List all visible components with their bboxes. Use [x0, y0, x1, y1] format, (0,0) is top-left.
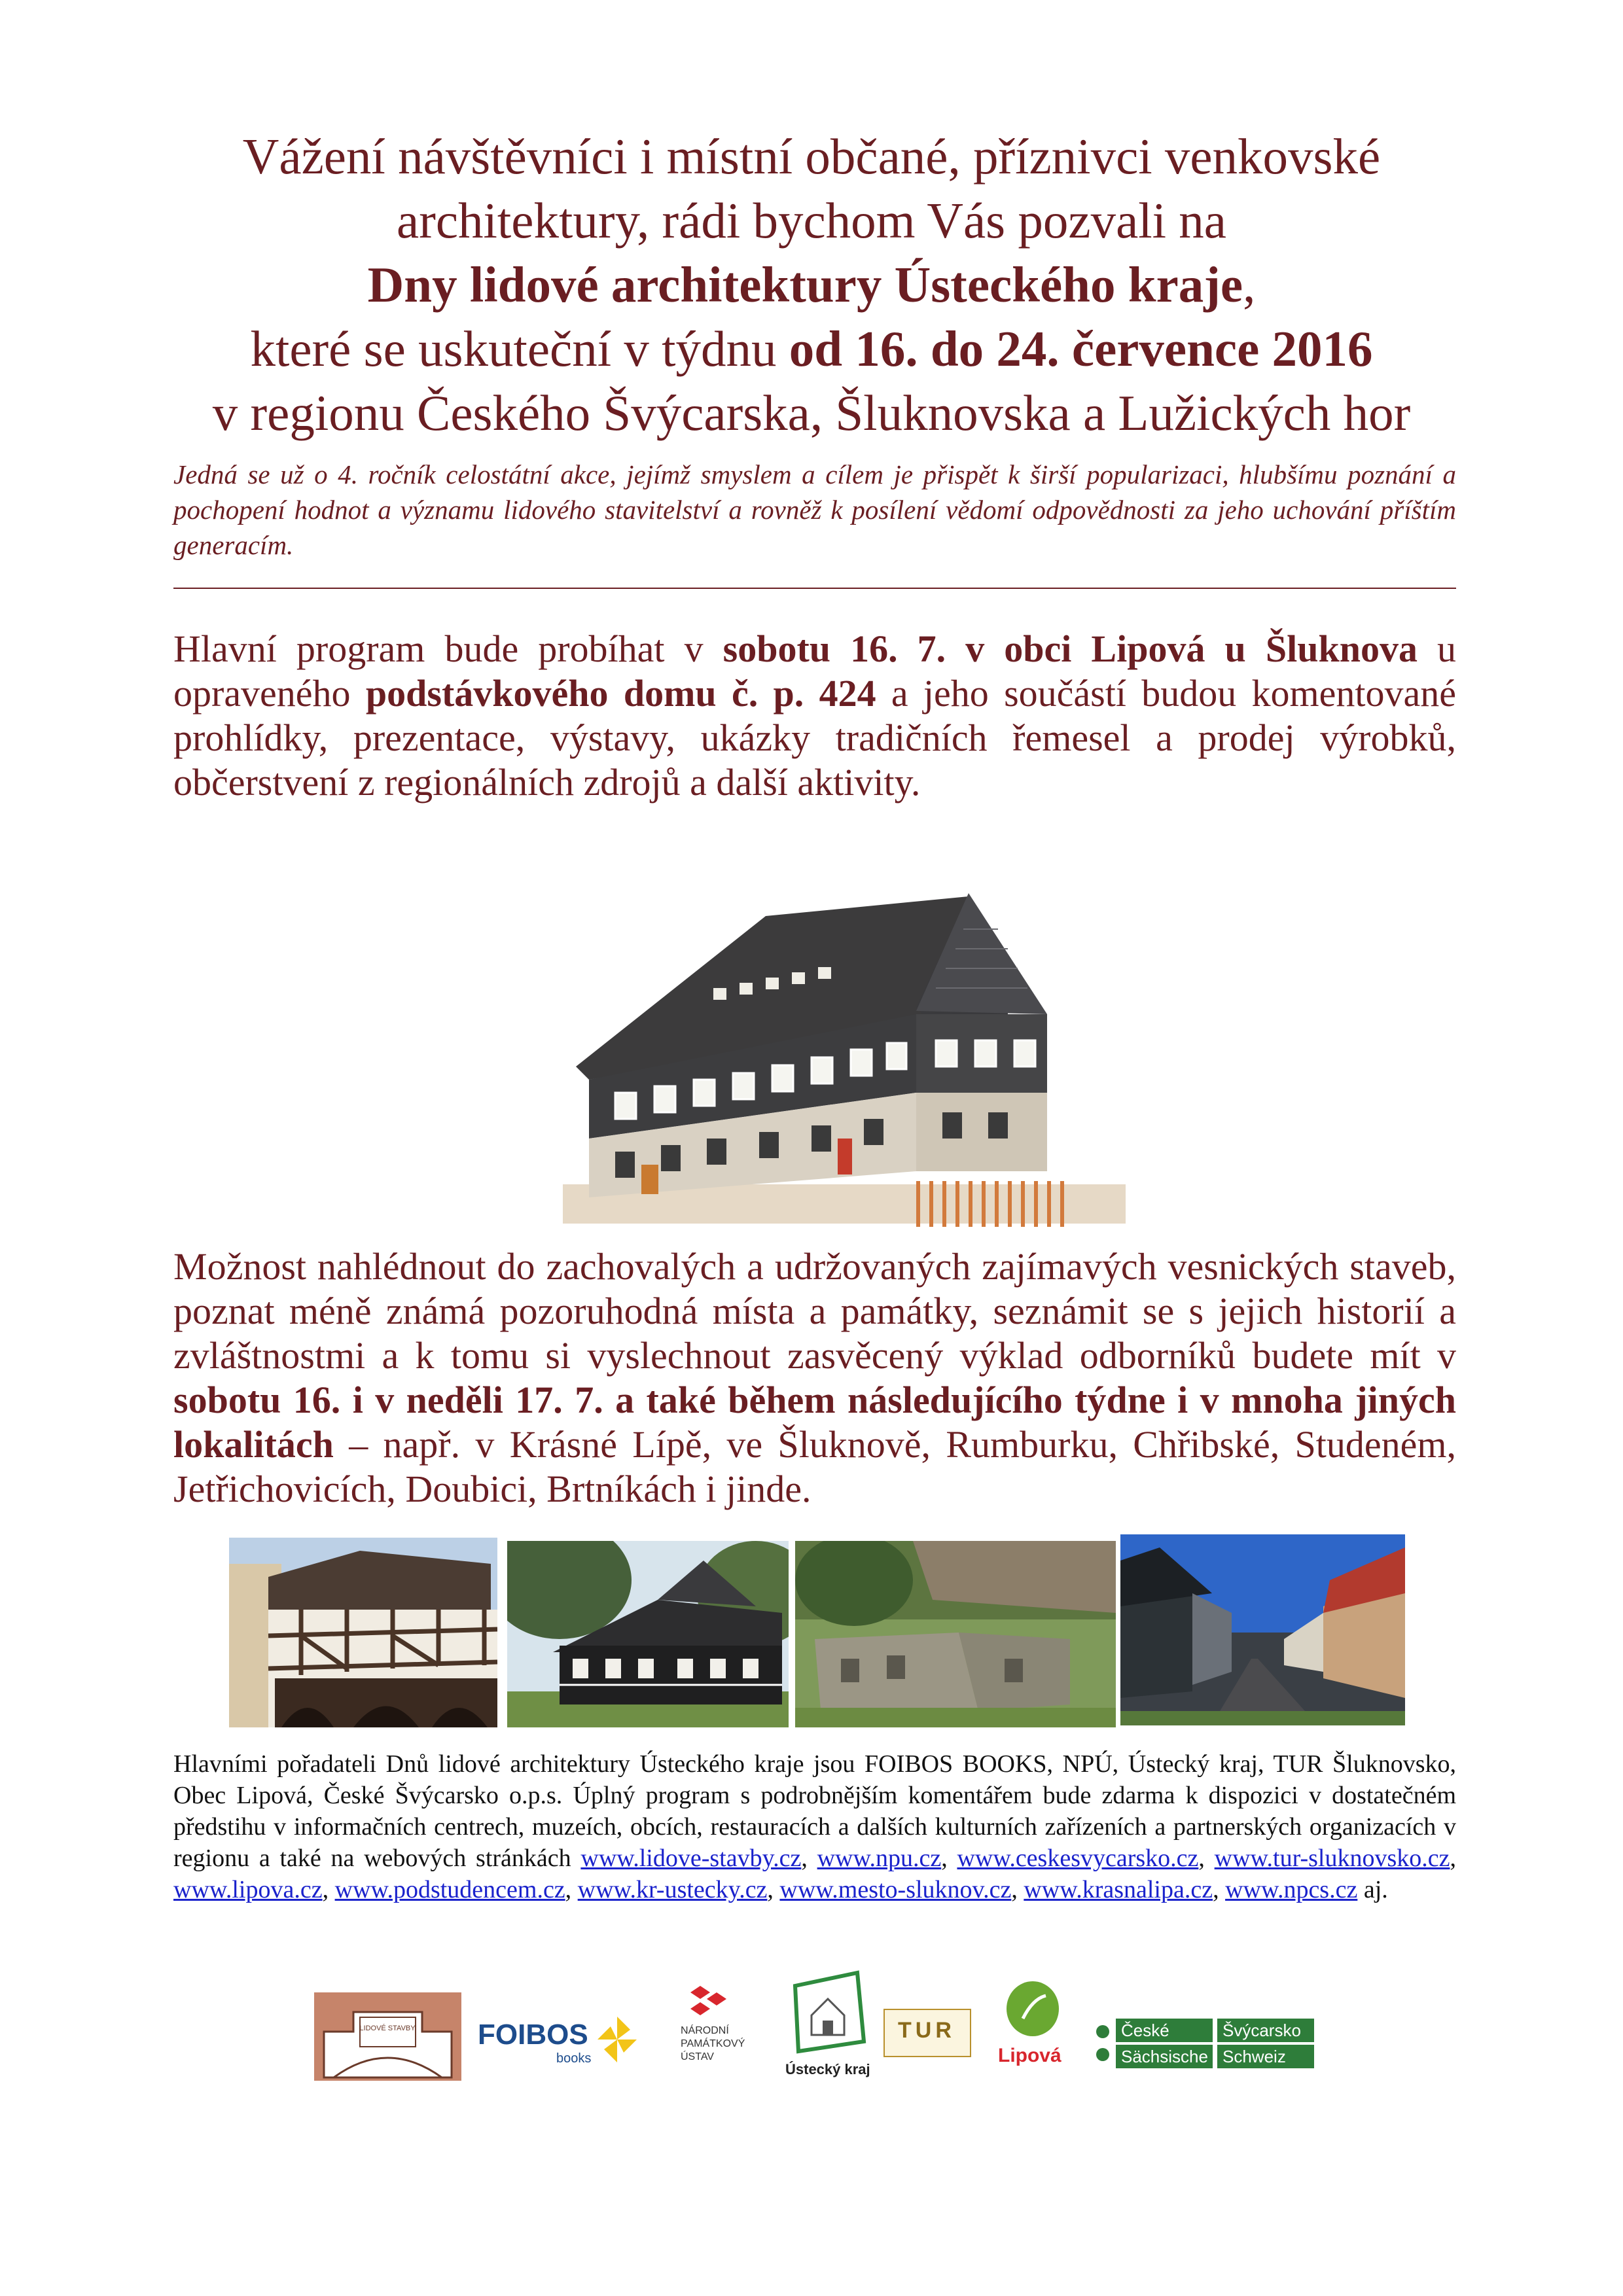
link-npcs[interactable]: www.npcs.cz	[1225, 1876, 1358, 1903]
header-line-5: v regionu Českého Švýcarska, Šluknovska a Lužických hor	[212, 385, 1411, 441]
link-separator: ,	[1011, 1876, 1024, 1903]
cs-dot-icon	[1096, 2025, 1109, 2038]
opportunity-text-1: Možnost nahlédnout do zachovalých a udržovaných zajímavých vesnických staveb, poznat méně známá pozoruhodná místa a památky, seznámit se s jejich historií a zvláštnostmi a k tomu si vyslechnout zasvěcený výklad odborníků budete mít v	[173, 1245, 1456, 1377]
npu-logo-line-2: PAMÁTKOVÝ	[681, 2038, 745, 2049]
link-lipova[interactable]: www.lipova.cz	[173, 1876, 323, 1903]
tur-logo	[883, 2009, 971, 2057]
link-npu[interactable]: www.npu.cz	[817, 1845, 942, 1872]
event-dates: od 16. do 24. července 2016	[789, 321, 1373, 377]
cs-logo-cell-2: Švýcarsko	[1217, 2019, 1314, 2042]
ceske-svycarsko-logo	[1096, 2019, 1319, 2071]
link-tur-sluknovsko[interactable]: www.tur-sluknovsko.cz	[1214, 1845, 1450, 1872]
program-text-2: u opraveného	[173, 627, 1457, 715]
opportunity-paragraph	[173, 1245, 1456, 1511]
foibos-logo	[478, 2012, 641, 2074]
link-separator: ,	[941, 1845, 957, 1872]
opportunity-bold: sobotu 16. i v neděli 17. 7. a také během následujícího týdne i v mnoha jiných lokalitách	[173, 1379, 1456, 1466]
lidove-stavby-logo	[314, 1992, 461, 2081]
header-line-2: architektury, rádi bychom Vás pozvali na	[397, 192, 1226, 249]
cs-logo-cell-3: Sächsische	[1116, 2045, 1213, 2068]
ustecky-kraj-logo-text: Ústecký kraj	[785, 2061, 870, 2077]
link-separator: ,	[801, 1845, 817, 1872]
photo-village-street	[1120, 1534, 1405, 1725]
program-bold-2: podstávkového domu č. p. 424	[365, 672, 876, 715]
foibos-pinwheel-icon	[594, 2013, 640, 2066]
link-podstudencem[interactable]: www.podstudencem.cz	[334, 1876, 565, 1903]
header-line-3	[131, 253, 1492, 317]
main-house-photo	[550, 857, 1126, 1230]
photo-stone-ruins	[795, 1541, 1116, 1727]
opportunity-text-2: – např. v Krásné Lípě, ve Šluknově, Rumburku, Chřibské, Studeném, Jetřichovicích, Doubici, Brtníkách i jinde.	[173, 1423, 1456, 1510]
npu-logo-line-1: NÁRODNÍ	[681, 2025, 729, 2036]
event-title: Dny lidové architektury Ústeckého kraje	[367, 256, 1243, 313]
link-ceskesvycarsko[interactable]: www.ceskesvycarsko.cz	[957, 1845, 1199, 1872]
lipova-leaf-icon	[1003, 1979, 1062, 2041]
invitation-header	[131, 124, 1492, 445]
link-mesto-sluknov[interactable]: www.mesto-sluknov.cz	[779, 1876, 1012, 1903]
program-bold-1: sobotu 16. 7. v obci Lipová u Šluknova	[722, 627, 1418, 670]
npu-logo	[681, 1983, 753, 2081]
photo-half-timbered-house	[229, 1538, 497, 1727]
link-separator: ,	[565, 1876, 578, 1903]
lipova-logo	[998, 1979, 1070, 2077]
program-text-1: Hlavní program bude probíhat v	[173, 627, 723, 670]
organizers-paragraph	[173, 1748, 1456, 1905]
header-line-1: Vážení návštěvníci i místní občané, příznivci venkovské	[242, 128, 1381, 185]
intro-paragraph: Jedná se už o 4. ročník celostátní akce, jejímž smyslem a cílem je přispět k širší popularizaci, hlubšímu poznání a pochopení hodnot a významu lidového stavitelství a rovněž k posílení vědomí odpovědnosti za jeho uchování příštím generacím.	[173, 459, 1456, 560]
link-separator: ,	[767, 1876, 780, 1903]
npu-logo-line-3: ÚSTAV	[681, 2051, 714, 2062]
tur-logo-text: TUR	[898, 2018, 955, 2043]
header-line-4	[131, 317, 1492, 381]
photo-timbered-cottage	[507, 1541, 789, 1727]
link-krasnalipa[interactable]: www.krasnalipa.cz	[1024, 1876, 1213, 1903]
link-lidove-stavby[interactable]: www.lidove-stavby.cz	[580, 1845, 802, 1872]
header-line-4-text: které se uskuteční v týdnu	[250, 321, 789, 377]
foibos-logo-name: FOIBOS	[478, 2019, 588, 2051]
footer-tail: aj.	[1357, 1876, 1388, 1903]
link-separator: ,	[1213, 1876, 1226, 1903]
link-separator: ,	[322, 1876, 335, 1903]
link-separator: ,	[1450, 1845, 1456, 1872]
cs-dot-icon	[1096, 2048, 1109, 2061]
organizers-text: Hlavními pořadateli Dnů lidové architektury Ústeckého kraje jsou FOIBOS BOOKS, NPÚ, Ústecký kraj, TUR Šluknovsko, Obec Lipová, České Švýcarsko o.p.s. Úplný program s podrobnějším komentářem bude zdarma k dispozici v dostatečném předstihu v informačních centrech, muzeích, obcích, restauracích a dalších kulturních zařízeních a partnerských organizacích v regionu a také na webových stránkách	[173, 1750, 1456, 1872]
link-separator: ,	[1198, 1845, 1215, 1872]
divider-line	[173, 588, 1456, 589]
npu-emblem-icon	[687, 1983, 733, 2022]
header-line-3-tail: ,	[1243, 256, 1256, 313]
foibos-logo-sub: books	[556, 2051, 592, 2066]
cs-logo-cell-4: Schweiz	[1217, 2045, 1314, 2068]
program-text-3: a jeho součástí budou komentované prohlídky, prezentace, výstavy, ukázky tradičních řemesel a prodej výrobků, občerstvení z regionálních zdrojů a další aktivity.	[173, 672, 1457, 804]
link-kr-ustecky[interactable]: www.kr-ustecky.cz	[577, 1876, 768, 1903]
ustecky-kraj-logo	[785, 1969, 870, 2084]
ustecky-kraj-emblem-icon	[789, 1969, 867, 2055]
lidove-stavby-logo-text: LIDOVÉ STAVBY	[359, 2024, 416, 2032]
cs-logo-cell-1: České	[1116, 2019, 1213, 2042]
lipova-logo-text: Lipová	[998, 2045, 1061, 2066]
program-paragraph	[173, 627, 1456, 805]
